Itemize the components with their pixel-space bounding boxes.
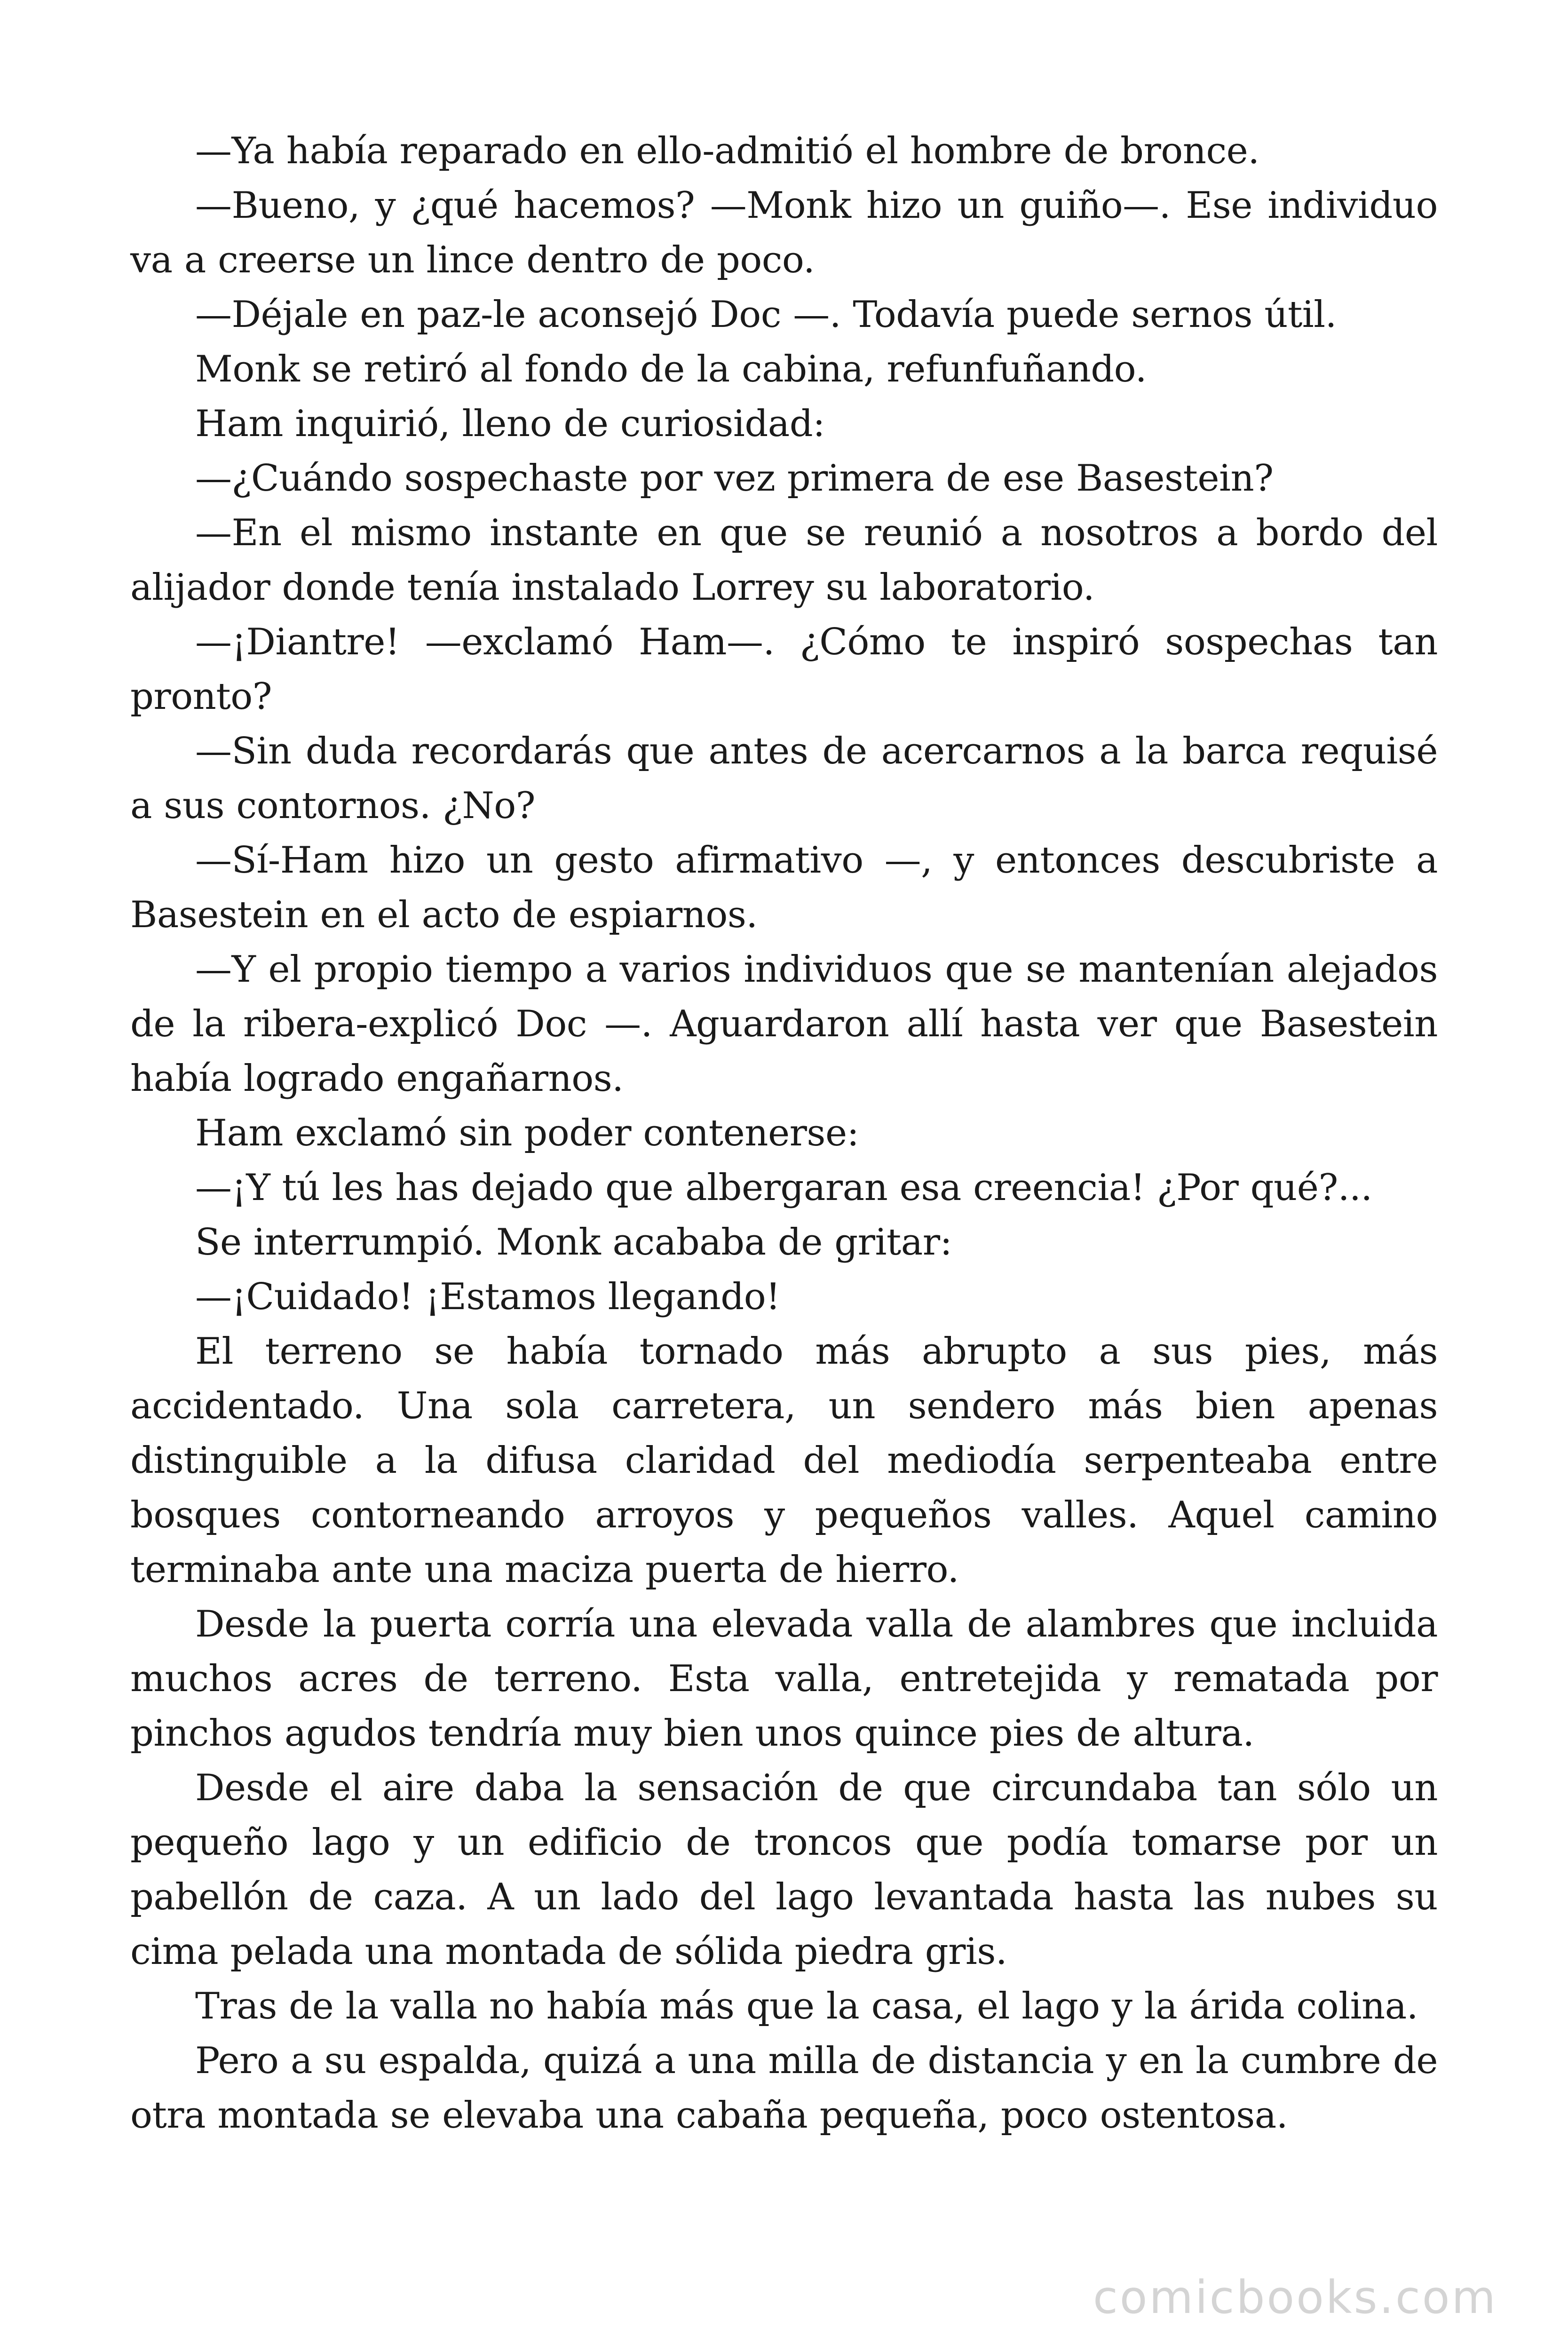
page-body	[130, 124, 1438, 2143]
paragraph: Tras de la valla no había más que la casa, el lago y la árida colina.	[195, 1985, 1418, 2027]
paragraph: Ham exclamó sin poder contenerse:	[195, 1112, 859, 1154]
paragraph: —Déjale en paz-le aconsejó Doc —. Todavía puede sernos útil.	[195, 294, 1337, 336]
paragraph: —Ya había reparado en ello-admitió el hombre de bronce.	[195, 130, 1259, 172]
paragraph: —En el mismo instante en que se reunió a nosotros a bordo del alijador donde tenía instalado Lorrey su laboratorio.	[130, 512, 1438, 609]
paragraph: —Y el propio tiempo a varios individuos que se mantenían alejados de la ribera-explicó Doc —. Aguardaron allí hasta ver que Basestein había logrado engañarnos.	[130, 948, 1438, 1100]
paragraph: —Sí-Ham hizo un gesto afirmativo —, y entonces descubriste a Basestein en el acto de espiarnos.	[130, 839, 1438, 936]
paragraph: —¡Diantre! —exclamó Ham—. ¿Cómo te inspiró sospechas tan pronto?	[130, 621, 1438, 718]
paragraph: El terreno se había tornado más abrupto a sus pies, más accidentado. Una sola carretera, un sendero más bien apenas distinguible a la difusa claridad del mediodía serpenteaba entre bosques contorneando arroyos y pequeños valles. Aquel camino terminaba ante una maciza puerta de hierro.	[130, 1330, 1438, 1591]
paragraph: —Bueno, y ¿qué hacemos? —Monk hizo un guiño—. Ese individuo va a creerse un lince dentro de poco.	[130, 184, 1438, 281]
paragraph: Ham inquirió, lleno de curiosidad:	[195, 403, 825, 445]
paragraph: Desde el aire daba la sensación de que circundaba tan sólo un pequeño lago y un edificio de troncos que podía tomarse por un pabellón de caza. A un lado del lago levantada hasta las nubes su cima pelada una montada de sólida piedra gris.	[130, 1767, 1438, 1973]
watermark: comicbooks.com	[1093, 2271, 1497, 2324]
paragraph: Pero a su espalda, quizá a una milla de distancia y en la cumbre de otra montada se elevaba una cabaña pequeña, poco ostentosa.	[130, 2040, 1438, 2137]
paragraph: —¡Y tú les has dejado que albergaran esa creencia! ¿Por qué?...	[195, 1167, 1372, 1209]
paragraph: —¡Cuidado! ¡Estamos llegando!	[195, 1276, 781, 1318]
paragraph: —Sin duda recordarás que antes de acercarnos a la barca requisé a sus contornos. ¿No?	[130, 730, 1438, 827]
paragraph: —¿Cuándo sospechaste por vez primera de ese Basestein?	[195, 457, 1274, 500]
paragraph: Monk se retiró al fondo de la cabina, refunfuñando.	[195, 348, 1147, 390]
paragraph: Se interrumpió. Monk acababa de gritar:	[195, 1221, 952, 1263]
paragraph: Desde la puerta corría una elevada valla de alambres que incluida muchos acres de terreno. Esta valla, entretejida y rematada por pinchos agudos tendría muy bien unos quince pies de altura.	[130, 1603, 1438, 1755]
